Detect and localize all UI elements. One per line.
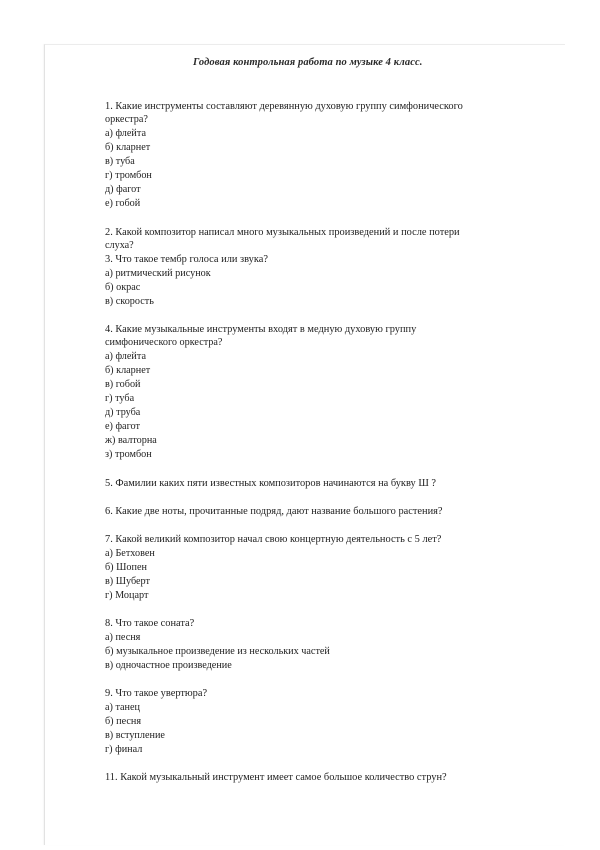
answer-option: г) Моцарт bbox=[105, 590, 149, 601]
answer-option: г) финал bbox=[105, 744, 143, 755]
answer-option: а) танец bbox=[105, 702, 140, 713]
answer-option: г) туба bbox=[105, 393, 135, 404]
answer-option: б) кларнет bbox=[105, 142, 151, 153]
answer-option: в) гобой bbox=[105, 379, 141, 390]
answer-option: д) фагот bbox=[105, 184, 141, 195]
document-title: Годовая контрольная работа по музыке 4 класс. bbox=[193, 57, 423, 68]
question-11: 11. Какой музыкальный инструмент имеет самое большое количество струн? bbox=[105, 772, 447, 783]
answer-option: в) одночастное произведение bbox=[105, 660, 232, 671]
answer-option: е) гобой bbox=[105, 198, 141, 209]
answer-option: е) фагот bbox=[105, 421, 140, 432]
question-6: 6. Какие две ноты, прочитанные подряд, дают название большого растения? bbox=[105, 506, 443, 517]
question-5: 5. Фамилии каких пяти известных композиторов начинаются на букву Ш ? bbox=[105, 478, 437, 489]
answer-option: в) вступление bbox=[105, 730, 165, 741]
answer-option: б) музыкальное произведение из нескольких частей bbox=[105, 646, 330, 657]
answer-option: в) туба bbox=[105, 156, 135, 167]
answer-option: б) Шопен bbox=[105, 562, 147, 573]
question-4: 4. Какие музыкальные инструменты входят в медную духовую группу bbox=[105, 324, 417, 335]
question-1: 1. Какие инструменты составляют деревянную духовую группу симфонического bbox=[105, 101, 463, 112]
answer-option: ж) валторна bbox=[105, 435, 157, 446]
answer-option: а) песня bbox=[105, 632, 141, 643]
question-2: 2. Какой композитор написал много музыкальных произведений и после потери bbox=[105, 227, 460, 238]
question-9: 9. Что такое увертюра? bbox=[105, 688, 208, 699]
answer-option: а) флейта bbox=[105, 128, 146, 139]
answer-option: б) окрас bbox=[105, 282, 141, 293]
answer-option: з) тромбон bbox=[105, 449, 152, 460]
answer-option: в) Шуберт bbox=[105, 576, 150, 587]
answer-option: а) флейта bbox=[105, 351, 146, 362]
answer-option: г) тромбон bbox=[105, 170, 152, 181]
question-4-cont: симфонического оркестра? bbox=[105, 337, 223, 348]
answer-option: б) песня bbox=[105, 716, 142, 727]
answer-option: д) труба bbox=[105, 407, 141, 418]
answer-option: в) скорость bbox=[105, 296, 154, 307]
answer-option: б) кларнет bbox=[105, 365, 151, 376]
question-8: 8. Что такое соната? bbox=[105, 618, 195, 629]
answer-option: а) ритмический рисунок bbox=[105, 268, 211, 279]
question-3: 3. Что такое тембр голоса или звука? bbox=[105, 254, 268, 265]
question-7: 7. Какой великий композитор начал свою концертную деятельность с 5 лет? bbox=[105, 534, 442, 545]
answer-option: а) Бетховен bbox=[105, 548, 155, 559]
question-2-cont: слуха? bbox=[105, 240, 134, 251]
question-1-cont: оркестра? bbox=[105, 114, 148, 125]
